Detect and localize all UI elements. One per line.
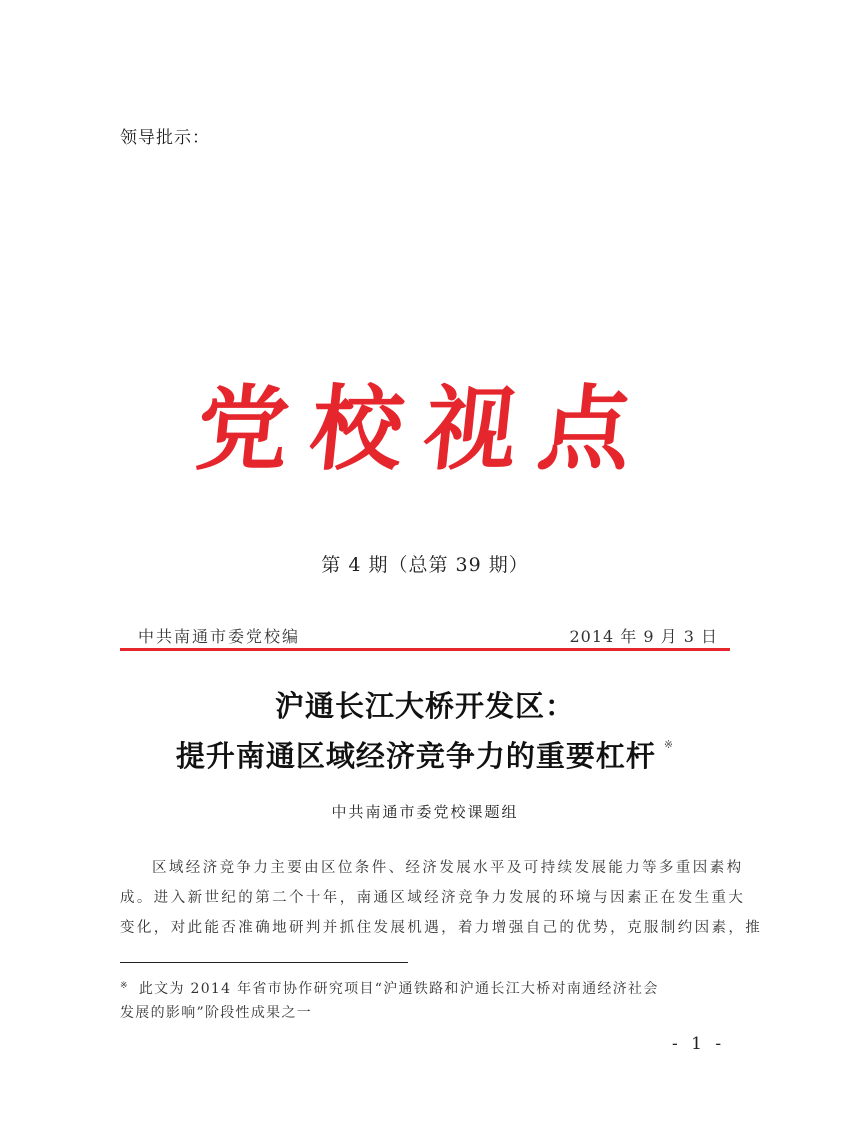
footnote-divider: [120, 962, 408, 963]
publisher: 中共南通市委党校编: [138, 627, 301, 646]
issue-number: 第 4 期（总第 39 期）: [321, 554, 529, 576]
page-number: - 1 -: [672, 1034, 726, 1054]
article-authors: 中共南通市委党校课题组: [331, 803, 519, 821]
header-divider: [120, 648, 730, 651]
leader-instruction-label: 领导批示：: [120, 128, 210, 148]
article-title-line1: 沪通长江大桥开发区：: [274, 689, 575, 723]
article-title-text: 提升南通区域经济竞争力的重要杠杆: [175, 739, 656, 773]
title-footnote-mark: ※: [663, 738, 675, 751]
body-paragraph-line: 成。进入新世纪的第二个十年，南通区域经济竞争力发展的环境与因素正在发生重大: [120, 890, 746, 906]
footnote-mark: ※: [120, 981, 129, 991]
masthead-title: 党校视点: [191, 375, 659, 483]
body-paragraph-line: 变化，对此能否准确地研判并抓住发展机遇，着力增强自己的优势，克服制约因素，推: [120, 920, 763, 936]
footnote-text: 此文为 2014 年省市协作研究项目“沪通铁路和沪通长江大桥对南通经济社会: [138, 981, 659, 997]
article-title-line2: [0, 734, 850, 775]
publish-date: 2014 年 9 月 3 日: [569, 627, 718, 646]
footnote-line2: 发展的影响”阶段性成果之一: [120, 1005, 313, 1021]
body-paragraph-line: 区域经济竞争力主要由区位条件、经济发展水平及可持续发展能力等多重因素构: [152, 860, 744, 876]
footnote-line1: [120, 978, 730, 998]
